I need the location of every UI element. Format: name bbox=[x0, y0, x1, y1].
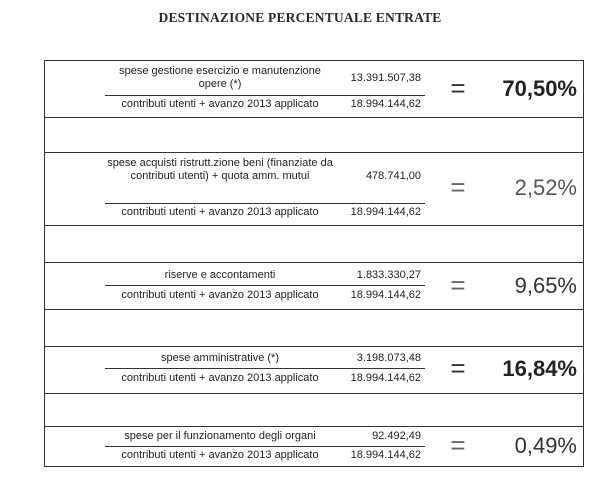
fraction-line bbox=[105, 285, 425, 286]
row-spacer bbox=[44, 394, 584, 426]
equals-sign: = bbox=[450, 353, 466, 383]
ratio-row-gestione bbox=[44, 60, 584, 118]
denominator-label: contributi utenti + avanzo 2013 applicato bbox=[121, 372, 319, 384]
numerator-label: riserve e accontamenti bbox=[164, 269, 276, 281]
denominator-label: contributi utenti + avanzo 2013 applicato bbox=[121, 449, 319, 461]
numerator-label: spese amministrative (*) bbox=[161, 352, 279, 364]
equals-sign: = bbox=[450, 172, 466, 202]
numerator-label: spese per il funzionamento degli organi bbox=[124, 430, 316, 442]
numerator-value: 13.391.507,38 bbox=[350, 72, 421, 84]
numerator-value: 1.833.330,27 bbox=[356, 269, 421, 281]
percent-value: 9,65% bbox=[514, 273, 577, 298]
percent-value: 0,49% bbox=[514, 433, 577, 458]
fraction-line bbox=[105, 203, 425, 204]
row-spacer bbox=[44, 118, 584, 152]
denominator-label: contributi utenti + avanzo 2013 applicato bbox=[121, 289, 319, 301]
denominator-label: contributi utenti + avanzo 2013 applicato bbox=[121, 206, 319, 218]
ratio-row-riserve bbox=[44, 262, 584, 310]
page-title: DESTINAZIONE PERCENTUALE ENTRATE bbox=[158, 10, 442, 25]
denominator-value: 18.994.144,62 bbox=[350, 98, 421, 110]
ratio-row-organi bbox=[44, 426, 584, 467]
percent-value: 2,52% bbox=[514, 175, 577, 200]
denominator-value: 18.994.144,62 bbox=[350, 449, 421, 461]
equals-sign: = bbox=[450, 73, 466, 103]
numerator-value: 3.198.073,48 bbox=[356, 352, 421, 364]
numerator-value: 478.741,00 bbox=[365, 170, 421, 182]
equals-sign: = bbox=[450, 430, 466, 460]
row-spacer bbox=[44, 310, 584, 346]
numerator-value: 92.492,49 bbox=[372, 430, 421, 442]
denominator-value: 18.994.144,62 bbox=[350, 372, 421, 384]
numerator-label: spese gestione esercizio e manutenzione opere (*) bbox=[119, 65, 321, 90]
row-spacer bbox=[44, 226, 584, 262]
denominator-value: 18.994.144,62 bbox=[350, 289, 421, 301]
denominator-value: 18.994.144,62 bbox=[350, 206, 421, 218]
numerator-label: spese acquisti ristrutt.zione beni (finanziate da contributi utenti) + quota amm. mutui bbox=[107, 157, 333, 182]
fraction-line bbox=[105, 368, 425, 369]
denominator-label: contributi utenti + avanzo 2013 applicato bbox=[121, 98, 319, 110]
equals-sign: = bbox=[450, 270, 466, 300]
fraction-line bbox=[105, 446, 425, 447]
percent-value: 70,50% bbox=[502, 76, 577, 101]
ratio-row-acquisti bbox=[44, 152, 584, 226]
percentage-table bbox=[44, 60, 584, 467]
fraction-line bbox=[105, 95, 425, 96]
ratio-row-amministrative bbox=[44, 346, 584, 394]
percent-value: 16,84% bbox=[502, 356, 577, 381]
